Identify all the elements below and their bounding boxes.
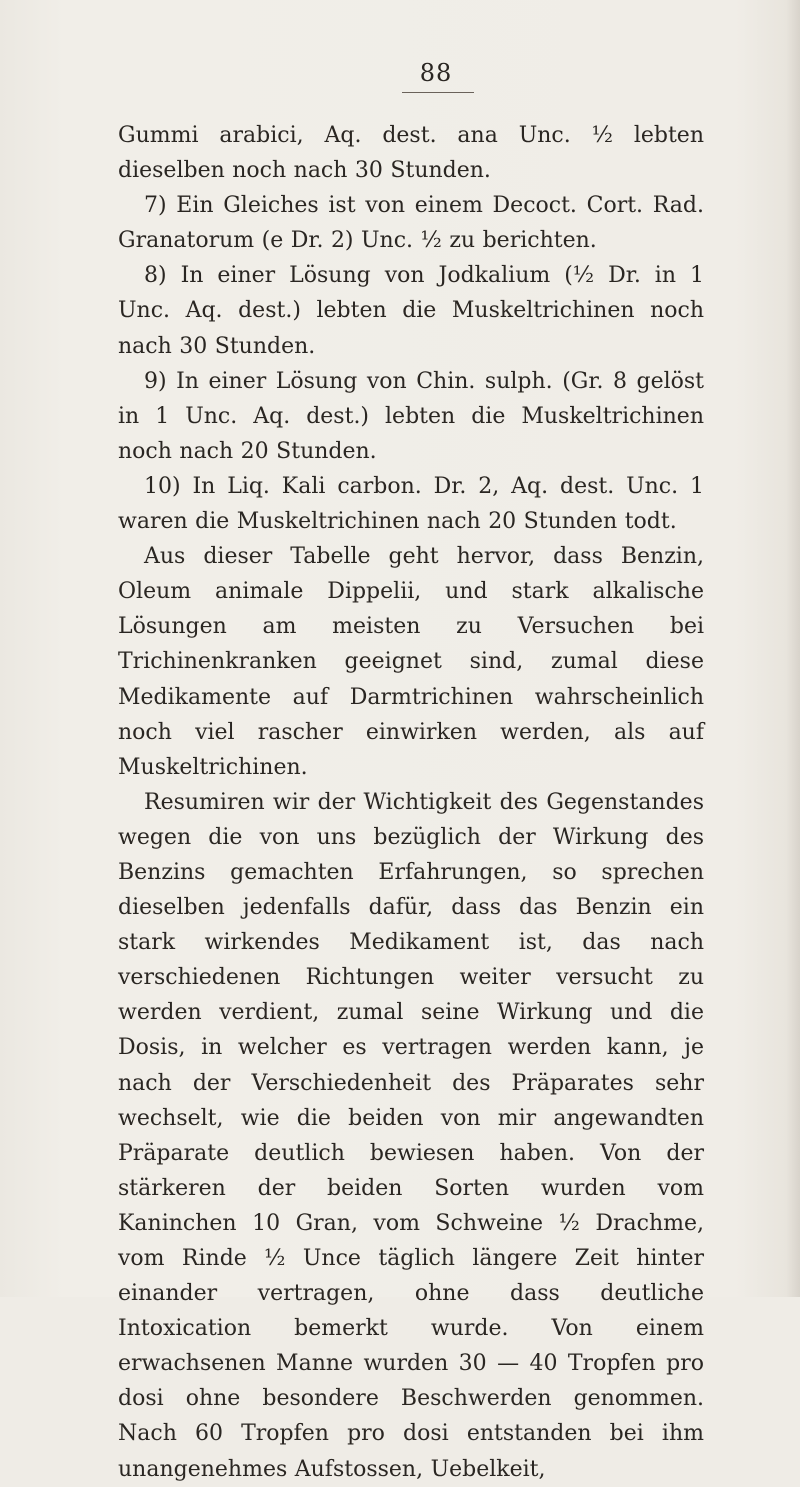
- paragraph-item-8: 8) In einer Lösung von Jodkalium (½ Dr. in 1 Unc. Aq. dest.) lebten die Muskeltrichinen noch nach 30 Stunden.: [118, 263, 704, 359]
- page-number: 88: [419, 59, 453, 87]
- paragraph-item-9: 9) In einer Lösung von Chin. sulph. (Gr. 8 gelöst in 1 Unc. Aq. dest.) lebten die Muskeltrichinen noch nach 20 Stunden.: [118, 368, 704, 464]
- paragraph-item-7: 7) Ein Gleiches ist von einem Decoct. Cort. Rad. Granatorum (e Dr. 2) Unc. ½ zu berichten.: [118, 193, 704, 254]
- paragraph-summary: Resumiren wir der Wichtigkeit des Gegenstandes wegen die von uns bezüglich der Wirkung des Benzins gemachten Erfahrungen, so sprechen dieselben jedenfalls dafür, dass das Benzin ein stark wirkendes Medikament ist, das nach verschiedenen Richtungen weiter versucht zu werden verdient, zumal seine Wirkung und die Dosis, in welcher es vertragen werden kann, je nach der Verschiedenheit des Präparates sehr wechselt, wie die beiden von mir angewandten Präparate deutlich bewiesen haben. Von der stärkeren der beiden Sorten wurden vom Kaninchen 10 Gran, vom Schweine ½ Drachme, vom Rinde ½ Unce täglich längere Zeit hinter einander vertragen, ohne dass deutliche Intoxication bemerkt wurde. Von einem erwachsenen Manne wurden 30 — 40 Tropfen pro dosi ohne besondere Beschwerden genommen. Nach 60 Tropfen pro dosi entstanden bei ihm unangenehmes Aufstossen, Uebelkeit,: [118, 789, 704, 1482]
- body-text: [118, 118, 704, 1487]
- paragraph-continuation: Gummi arabici, Aq. dest. ana Unc. ½ lebten dieselben noch nach 30 Stunden.: [118, 123, 704, 184]
- page-edge-shadow: [786, 0, 800, 1297]
- paragraph-conclusion: Aus dieser Tabelle geht hervor, dass Benzin, Oleum animale Dippelii, und stark alkalische Lösungen am meisten zu Versuchen bei Trichinenkranken geeignet sind, zumal diese Medikamente auf Darmtrichinen wahrscheinlich noch viel rascher einwirken werden, als auf Muskeltrichinen.: [118, 544, 704, 780]
- page-number-rule: [402, 92, 474, 93]
- paragraph-item-10: 10) In Liq. Kali carbon. Dr. 2, Aq. dest. Unc. 1 waren die Muskeltrichinen nach 20 Stunden todt.: [118, 473, 704, 535]
